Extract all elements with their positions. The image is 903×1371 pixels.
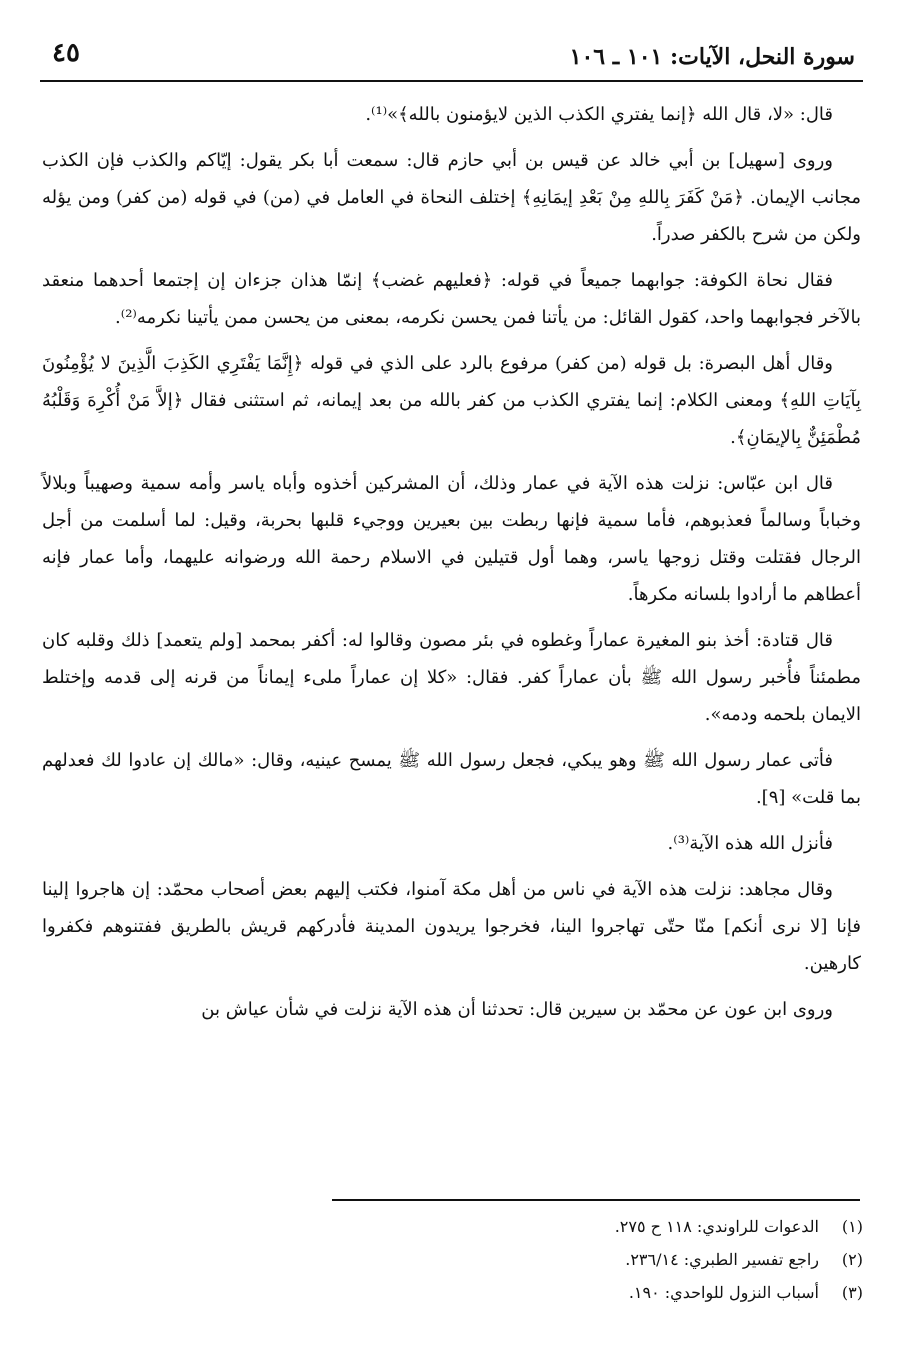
paragraph: قال: «لا، قال الله ﴿إنما يفتري الكذب الذين لايؤمنون بالله﴾»⁽¹⁾. bbox=[365, 104, 833, 125]
paragraph: وقال أهل البصرة: بل قوله (من كفر) مرفوع بالرد على الذي في قوله ﴿إِنَّمَا يَفْتَرِي الكَذِبَ الَّذِينَ لا يُؤْمِنُونَ بِآيَاتِ اللهِ﴾ ومعنى الكلام: إنما يفتري الكذب من كفر بالله من بعد إيمانه، ثم استثنى فقال ﴿إلاَّ مَنْ أُكْرِهَ وَقَلْبُهُ مُطْمَئِنٌّ بِالإيمَانِ﴾. bbox=[42, 353, 861, 448]
footnote-item bbox=[263, 1243, 863, 1276]
footnote-text: أسباب النزول للواحدي: ١٩٠. bbox=[628, 1283, 819, 1302]
paragraph: فأتى عمار رسول الله ﷺ وهو يبكي، فجعل رسول الله ﷺ يمسح عينيه، وقال: «مالك إن عادوا لك فعدلهم بما قلت» [٩]. bbox=[42, 750, 861, 808]
footnote-number: (٣) bbox=[841, 1283, 863, 1302]
header-divider bbox=[40, 80, 863, 82]
paragraph: فقال نحاة الكوفة: جوابهما جميعاً في قوله: ﴿فعليهم غضب﴾ إنمّا هذان جزءان إن إجتمعا أحدهما منعقد بالآخر فجوابهما واحد، كقول القائل: من يأتنا فمن يحسن نكرمه، بمعنى من يحسن ممن يأتينا نكرمه⁽²⁾. bbox=[42, 270, 861, 328]
footnote-text: راجع تفسير الطبري: ٢٣٦/١٤. bbox=[625, 1250, 819, 1269]
page-number: ٤٥ bbox=[52, 38, 80, 68]
footnote-number: (١) bbox=[841, 1217, 863, 1236]
footnote-divider bbox=[332, 1199, 860, 1201]
paragraph: قال قتادة: أخذ بنو المغيرة عماراً وغطوه في بئر مصون وقالوا له: أكفر بمحمد [ولم يتعمد] ذلك وقلبه كان مطمئناً فأُخبر رسول الله ﷺ بأن عماراً كفر. فقال: «كلا إن عماراً ملىء إيماناً من قرنه إلى قدمه وإختلط الايمان بلحمه ودمه». bbox=[42, 630, 861, 725]
footnotes bbox=[263, 1210, 863, 1309]
paragraph: فأنزل الله هذه الآية⁽³⁾. bbox=[667, 833, 833, 854]
paragraph: وروى ابن عون عن محمّد بن سيرين قال: تحدثنا أن هذه الآية نزلت في شأن عياش بن bbox=[201, 999, 833, 1020]
footnote-item bbox=[263, 1210, 863, 1243]
page-header bbox=[40, 38, 863, 82]
paragraph: وقال مجاهد: نزلت هذه الآية في ناس من أهل مكة آمنوا، فكتب إليهم بعض أصحاب محمّد: إن هاجروا إلينا فإنا [لا نرى أنكم] منّا حتّى تهاجروا الينا، فخرجوا يريدون المدينة فأدركهم قريش بالطريق ففتنوهم فكفروا كارهين. bbox=[42, 879, 861, 974]
running-title: سورة النحل، الآيات: ١٠١ ـ ١٠٦ bbox=[569, 44, 855, 70]
footnote-text: الدعوات للراوندي: ١١٨ ح ٢٧٥. bbox=[614, 1217, 819, 1236]
main-text bbox=[42, 96, 861, 1037]
paragraph: وروى [سهيل] بن أبي خالد عن قيس بن أبي حازم قال: سمعت أبا بكر يقول: إيّاكم والكذب فإن الكذب مجانب الإيمان. ﴿مَنْ كَفَرَ بِاللهِ مِنْ بَعْدِ إيمَانِهِ﴾ إختلف النحاة في العامل في (من) في قوله (من كفر) ومن يؤله ولكن من شرح بالكفر صدراً. bbox=[42, 150, 861, 245]
footnote-number: (٢) bbox=[841, 1250, 863, 1269]
footnote-item bbox=[263, 1276, 863, 1309]
paragraph: قال ابن عبّاس: نزلت هذه الآية في عمار وذلك، أن المشركين أخذوه وأباه ياسر وأمه سمية وصهيباً وبلالاً وخباباً وسالماً فعذبوهم، فأما سمية فإنها ربطت بين بعيرين ووجيء قلبها بحربة، وقيل: لما أسلمت من أجل الرجال فقتلت وقتل زوجها ياسر، وهما أول قتيلين في الاسلام رحمة الله ورضوانه عليهما، وأما عمار فإنه أعطاهم ما أرادوا بلسانه مكرهاً. bbox=[42, 473, 861, 605]
